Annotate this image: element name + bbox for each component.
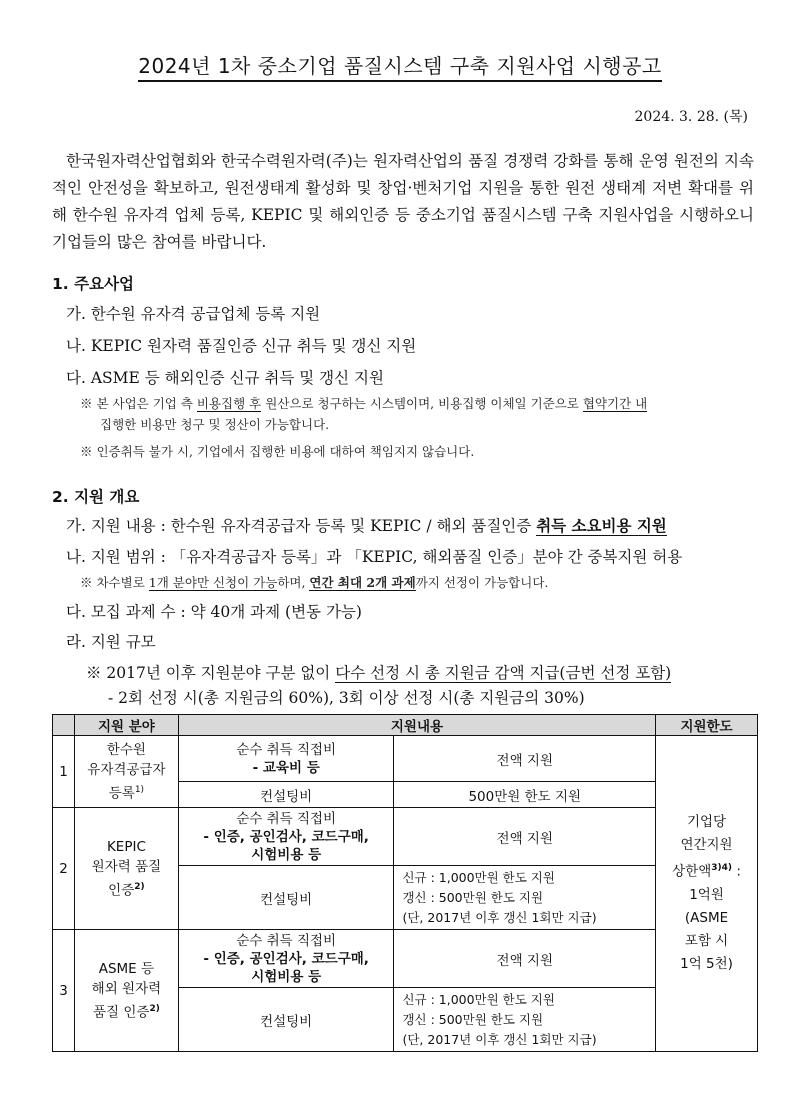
direct-cost-cell: 순수 취득 직접비 - 교육비 등 <box>178 736 394 782</box>
section-1-item: 다. ASME 등 해외인증 신규 취득 및 갱신 지원 <box>66 369 384 387</box>
row-number: 1 <box>53 736 75 808</box>
consulting-cost-support: 신규 : 1,000만원 한도 지원 갱신 : 500만원 한도 지원 (단, 2017년 이후 갱신 1회만 지급) <box>394 988 656 1052</box>
consulting-cost-cell: 컨설팅비 <box>178 782 394 808</box>
section-1-note-2: ※ 인증취득 불가 시, 기업에서 집행한 비용에 대하여 책임지지 않습니다. <box>80 444 475 459</box>
section-1-note-1-cont: 집행한 비용만 청구 및 정산이 가능합니다. <box>100 417 330 432</box>
table-header-limit: 지원한도 <box>656 715 758 736</box>
section-2-item-content: 가. 지원 내용 : 한수원 유자격공급자 등록 및 KEPIC / 해외 품질인증 취득 소요비용 지원 <box>66 516 667 535</box>
table-row <box>53 808 758 866</box>
section-2-item-count: 다. 모집 과제 수 : 약 40개 과제 (변동 가능) <box>66 603 362 621</box>
consulting-cost-cell: 컨설팅비 <box>178 866 394 930</box>
section-1-item: 나. KEPIC 원자력 품질인증 신규 취득 및 갱신 지원 <box>66 337 417 355</box>
table-header-no <box>53 715 75 736</box>
section-1-heading: 1. 주요사업 <box>52 275 134 293</box>
row-number: 2 <box>53 808 75 930</box>
section-1-note-1: ※ 본 사업은 기업 측 비용집행 후 원산으로 청구하는 시스템이며, 비용집행 이체일 기준으로 협약기간 내 <box>80 396 648 411</box>
announcement-date: 2024. 3. 28. (목) <box>634 109 748 125</box>
intro-paragraph: 한국원자력산업협회와 한국수력원자력(주)는 원자력산업의 품질 경쟁력 강화를 통해 운영 원전의 지속적인 안전성을 확보하고, 원전생태계 활성화 및 창업·벤처기업 지원을 통한 원전 생태계 저변 확대를 위해 한수원 유자격 업체 등록, KEPIC 및 해외인증 등 중소기업 품질시스템 구축 지원사업을 시행하오니 기업들의 많은 참여를 바랍니다. <box>52 152 754 251</box>
support-field: ASME 등 해외 원자력 품질 인증$^{2)}$ <box>74 930 178 1052</box>
support-field: 한수원 유자격공급자 등록$^{1)}$ <box>74 736 178 808</box>
table-header-row <box>53 715 758 736</box>
direct-cost-support: 전액 지원 <box>394 736 656 782</box>
direct-cost-cell: 순수 취득 직접비 - 인증, 공인검사, 코드구매, 시험비용 등 <box>178 808 394 866</box>
table-header-field: 지원 분야 <box>74 715 178 736</box>
scale-note-2: - 2회 선정 시(총 지원금의 60%), 3회 이상 선정 시(총 지원금의 30%) <box>108 689 585 707</box>
scale-note-1: ※ 2017년 이후 지원분야 구분 없이 다수 선정 시 총 지원금 감액 지급(금번 선정 포함) <box>86 664 672 682</box>
table-row <box>53 736 758 782</box>
direct-cost-support: 전액 지원 <box>394 930 656 988</box>
row-number: 3 <box>53 930 75 1052</box>
section-2-item-scope: 나. 지원 범위 : 「유자격공급자 등록」과 「KEPIC, 해외품질 인증」분야 간 중복지원 허용 <box>66 548 683 566</box>
support-table <box>52 714 758 1052</box>
direct-cost-cell: 순수 취득 직접비 - 인증, 공인검사, 코드구매, 시험비용 등 <box>178 930 394 988</box>
section-2-heading: 2. 지원 개요 <box>52 488 140 506</box>
direct-cost-support: 전액 지원 <box>394 808 656 866</box>
page-title: 2024년 1차 중소기업 품질시스템 구축 지원사업 시행공고 <box>0 50 800 79</box>
section-2-note: ※ 차수별로 1개 분야만 신청이 가능하며, 연간 최대 2개 과제까지 선정이 가능합니다. <box>80 575 549 590</box>
table-row <box>53 930 758 988</box>
table-header-content: 지원내용 <box>178 715 655 736</box>
section-2-item-scale: 라. 지원 규모 <box>66 633 156 651</box>
support-limit: 기업당 연간지원 상한액$^{3)4)}$ : 1억원 (ASME 포함 시 1억 5천) <box>656 736 758 1052</box>
section-1-item: 가. 한수원 유자격 공급업체 등록 지원 <box>66 305 321 323</box>
support-field: KEPIC 원자력 품질 인증$^{2)}$ <box>74 808 178 930</box>
consulting-cost-support: 500만원 한도 지원 <box>394 782 656 808</box>
consulting-cost-cell: 컨설팅비 <box>178 988 394 1052</box>
consulting-cost-support: 신규 : 1,000만원 한도 지원 갱신 : 500만원 한도 지원 (단, 2017년 이후 갱신 1회만 지급) <box>394 866 656 930</box>
